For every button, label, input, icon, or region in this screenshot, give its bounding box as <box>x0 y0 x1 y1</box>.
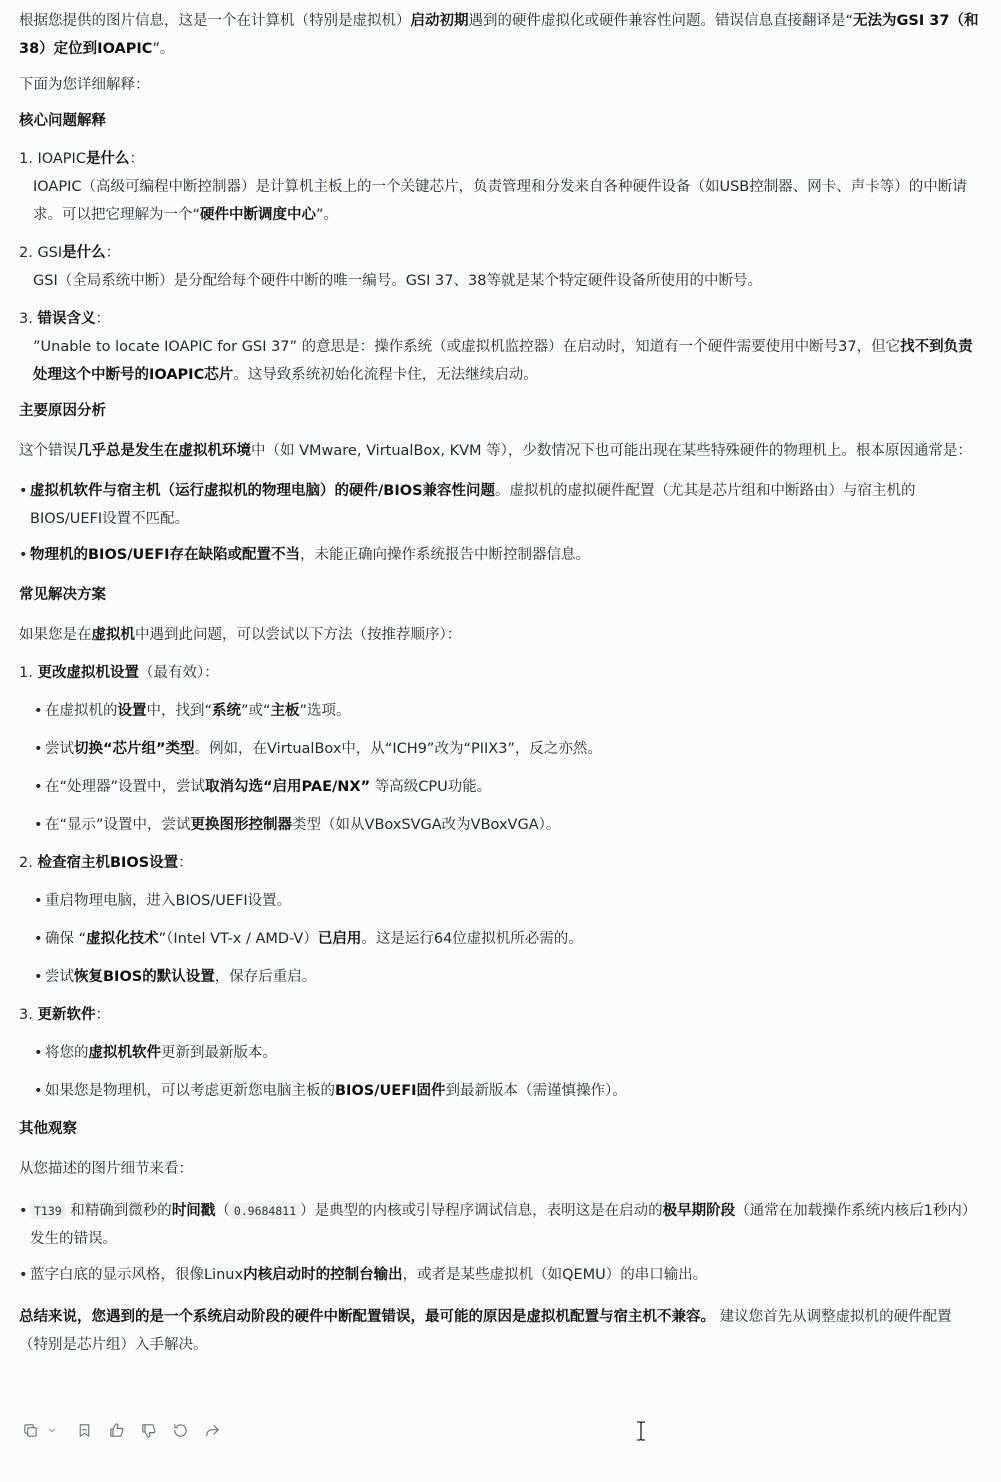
solution-3-title: 3. 更新软件： <box>19 1007 110 1023</box>
chevron-down-icon[interactable] <box>43 1421 61 1439</box>
intro-paragraph: 根据您提供的图片信息，这是一个在计算机（特别是虚拟机）启动初期遇到的硬件虚拟化或硬件兼容性问题。错误信息直接翻译是“无法为GSI 37（和38）定位到IOAPIC”。 <box>19 13 979 57</box>
solution-2-item: • 重启物理电脑，进入BIOS/UEFI设置。 <box>19 887 979 915</box>
solution-1-item: • 在“处理器”设置中，尝试取消勾选“启用PAE/NX” 等高级CPU功能。 <box>19 773 979 801</box>
inline-code: T139 <box>30 1203 66 1219</box>
solution-2-item: • 确保 “虚拟化技术”（Intel VT-x / AMD-V）已启用。这是运行64位虚拟机所必需的。 <box>19 925 979 953</box>
solution-3-item: • 将您的虚拟机软件更新到最新版本。 <box>19 1039 979 1067</box>
question-2-title: 2. GSI是什么： <box>19 245 121 261</box>
section-title-observations: 其他观察 <box>19 1121 77 1137</box>
solution-1-item: • 尝试切换“芯片组”类型。例如，在VirtualBox中，从“ICH9”改为“PIIX3”，反之亦然。 <box>19 735 979 763</box>
solution-2-item: • 尝试恢复BIOS的默认设置，保存后重启。 <box>19 963 979 991</box>
bookmark-icon[interactable] <box>75 1421 93 1439</box>
question-3-title: 3. 错误含义： <box>19 311 110 327</box>
solutions-intro: 如果您是在虚拟机中遇到此问题，可以尝试以下方法（按推荐顺序）： <box>19 627 462 643</box>
cause-item: • 虚拟机软件与宿主机（运行虚拟机的物理电脑）的硬件/BIOS兼容性问题。虚拟机的虚拟硬件配置（尤其是芯片组和中断路由）与宿主机的BIOS/UEFI设置不匹配。 <box>19 477 979 533</box>
question-2-body: GSI（全局系统中断）是分配给每个硬件中断的唯一编号。GSI 37、38等就是某个特定硬件设备所使用的中断号。 <box>33 273 762 289</box>
solution-1-item: • 在“显示”设置中，尝试更换图形控制器类型（如从VBoxSVGA改为VBoxVGA）。 <box>19 811 979 839</box>
solution-2-title: 2. 检查宿主机BIOS设置： <box>19 855 193 871</box>
thumbs-up-icon[interactable] <box>107 1421 125 1439</box>
observation-item: • T139 和精确到微秒的时间戳（ 0.9684811 ）是典型的内核或引导程序调试信息，表明这是在启动的极早期阶段（通常在加载操作系统内核后1秒内）发生的错误。 <box>19 1197 979 1253</box>
section-title-solutions: 常见解决方案 <box>19 587 106 603</box>
question-3-body: ”Unable to locate IOAPIC for GSI 37” 的意思是：操作系统（或虚拟机监控器）在启动时，知道有一个硬件需要使用中断号37，但它找不到负责处理这个中断号的IOAPIC芯片。这导致系统初始化流程卡住，无法继续启动。 <box>33 339 973 383</box>
inline-code: 0.9684811 <box>230 1203 300 1219</box>
section-title-causes: 主要原因分析 <box>19 403 106 419</box>
observation-item: • 蓝字白底的显示风格，很像Linux内核启动时的控制台输出，或者是某些虚拟机（如QEMU）的串口输出。 <box>19 1261 979 1289</box>
thumbs-down-icon[interactable] <box>139 1421 157 1439</box>
message-actions <box>21 1421 221 1439</box>
solution-1-item: • 在虚拟机的设置中，找到“系统”或“主板”选项。 <box>19 697 979 725</box>
solution-1-title: 1. 更改虚拟机设置（最有效）： <box>19 665 219 681</box>
summary-paragraph: 总结来说，您遇到的是一个系统启动阶段的硬件中断配置错误，最可能的原因是虚拟机配置与宿主机不兼容。 建议您首先从调整虚拟机的硬件配置（特别是芯片组）入手解决。 <box>19 1309 952 1353</box>
regenerate-icon[interactable] <box>171 1421 189 1439</box>
question-1-title: 1. IOAPIC是什么： <box>19 151 144 167</box>
copy-icon[interactable] <box>21 1421 39 1439</box>
text-cursor-icon <box>634 1421 648 1441</box>
cause-item: • 物理机的BIOS/UEFI存在缺陷或配置不当，未能正确向操作系统报告中断控制器信息。 <box>19 541 979 569</box>
solution-3-item: • 如果您是物理机，可以考虑更新您电脑主板的BIOS/UEFI固件到最新版本（需谨慎操作）。 <box>19 1077 979 1105</box>
intro-followup: 下面为您详细解释： <box>19 77 150 93</box>
share-icon[interactable] <box>203 1421 221 1439</box>
observations-intro: 从您描述的图片细节来看： <box>19 1161 193 1177</box>
question-1-body: IOAPIC（高级可编程中断控制器）是计算机主板上的一个关键芯片，负责管理和分发来自各种硬件设备（如USB控制器、网卡、声卡等）的中断请求。可以把它理解为一个“硬件中断调度中心”。 <box>33 179 967 223</box>
section-title-core: 核心问题解释 <box>19 113 106 129</box>
causes-intro: 这个错误几乎总是发生在虚拟机环境中（如 VMware, VirtualBox, KVM 等），少数情况下也可能出现在某些特殊硬件的物理机上。根本原因通常是： <box>19 443 972 459</box>
